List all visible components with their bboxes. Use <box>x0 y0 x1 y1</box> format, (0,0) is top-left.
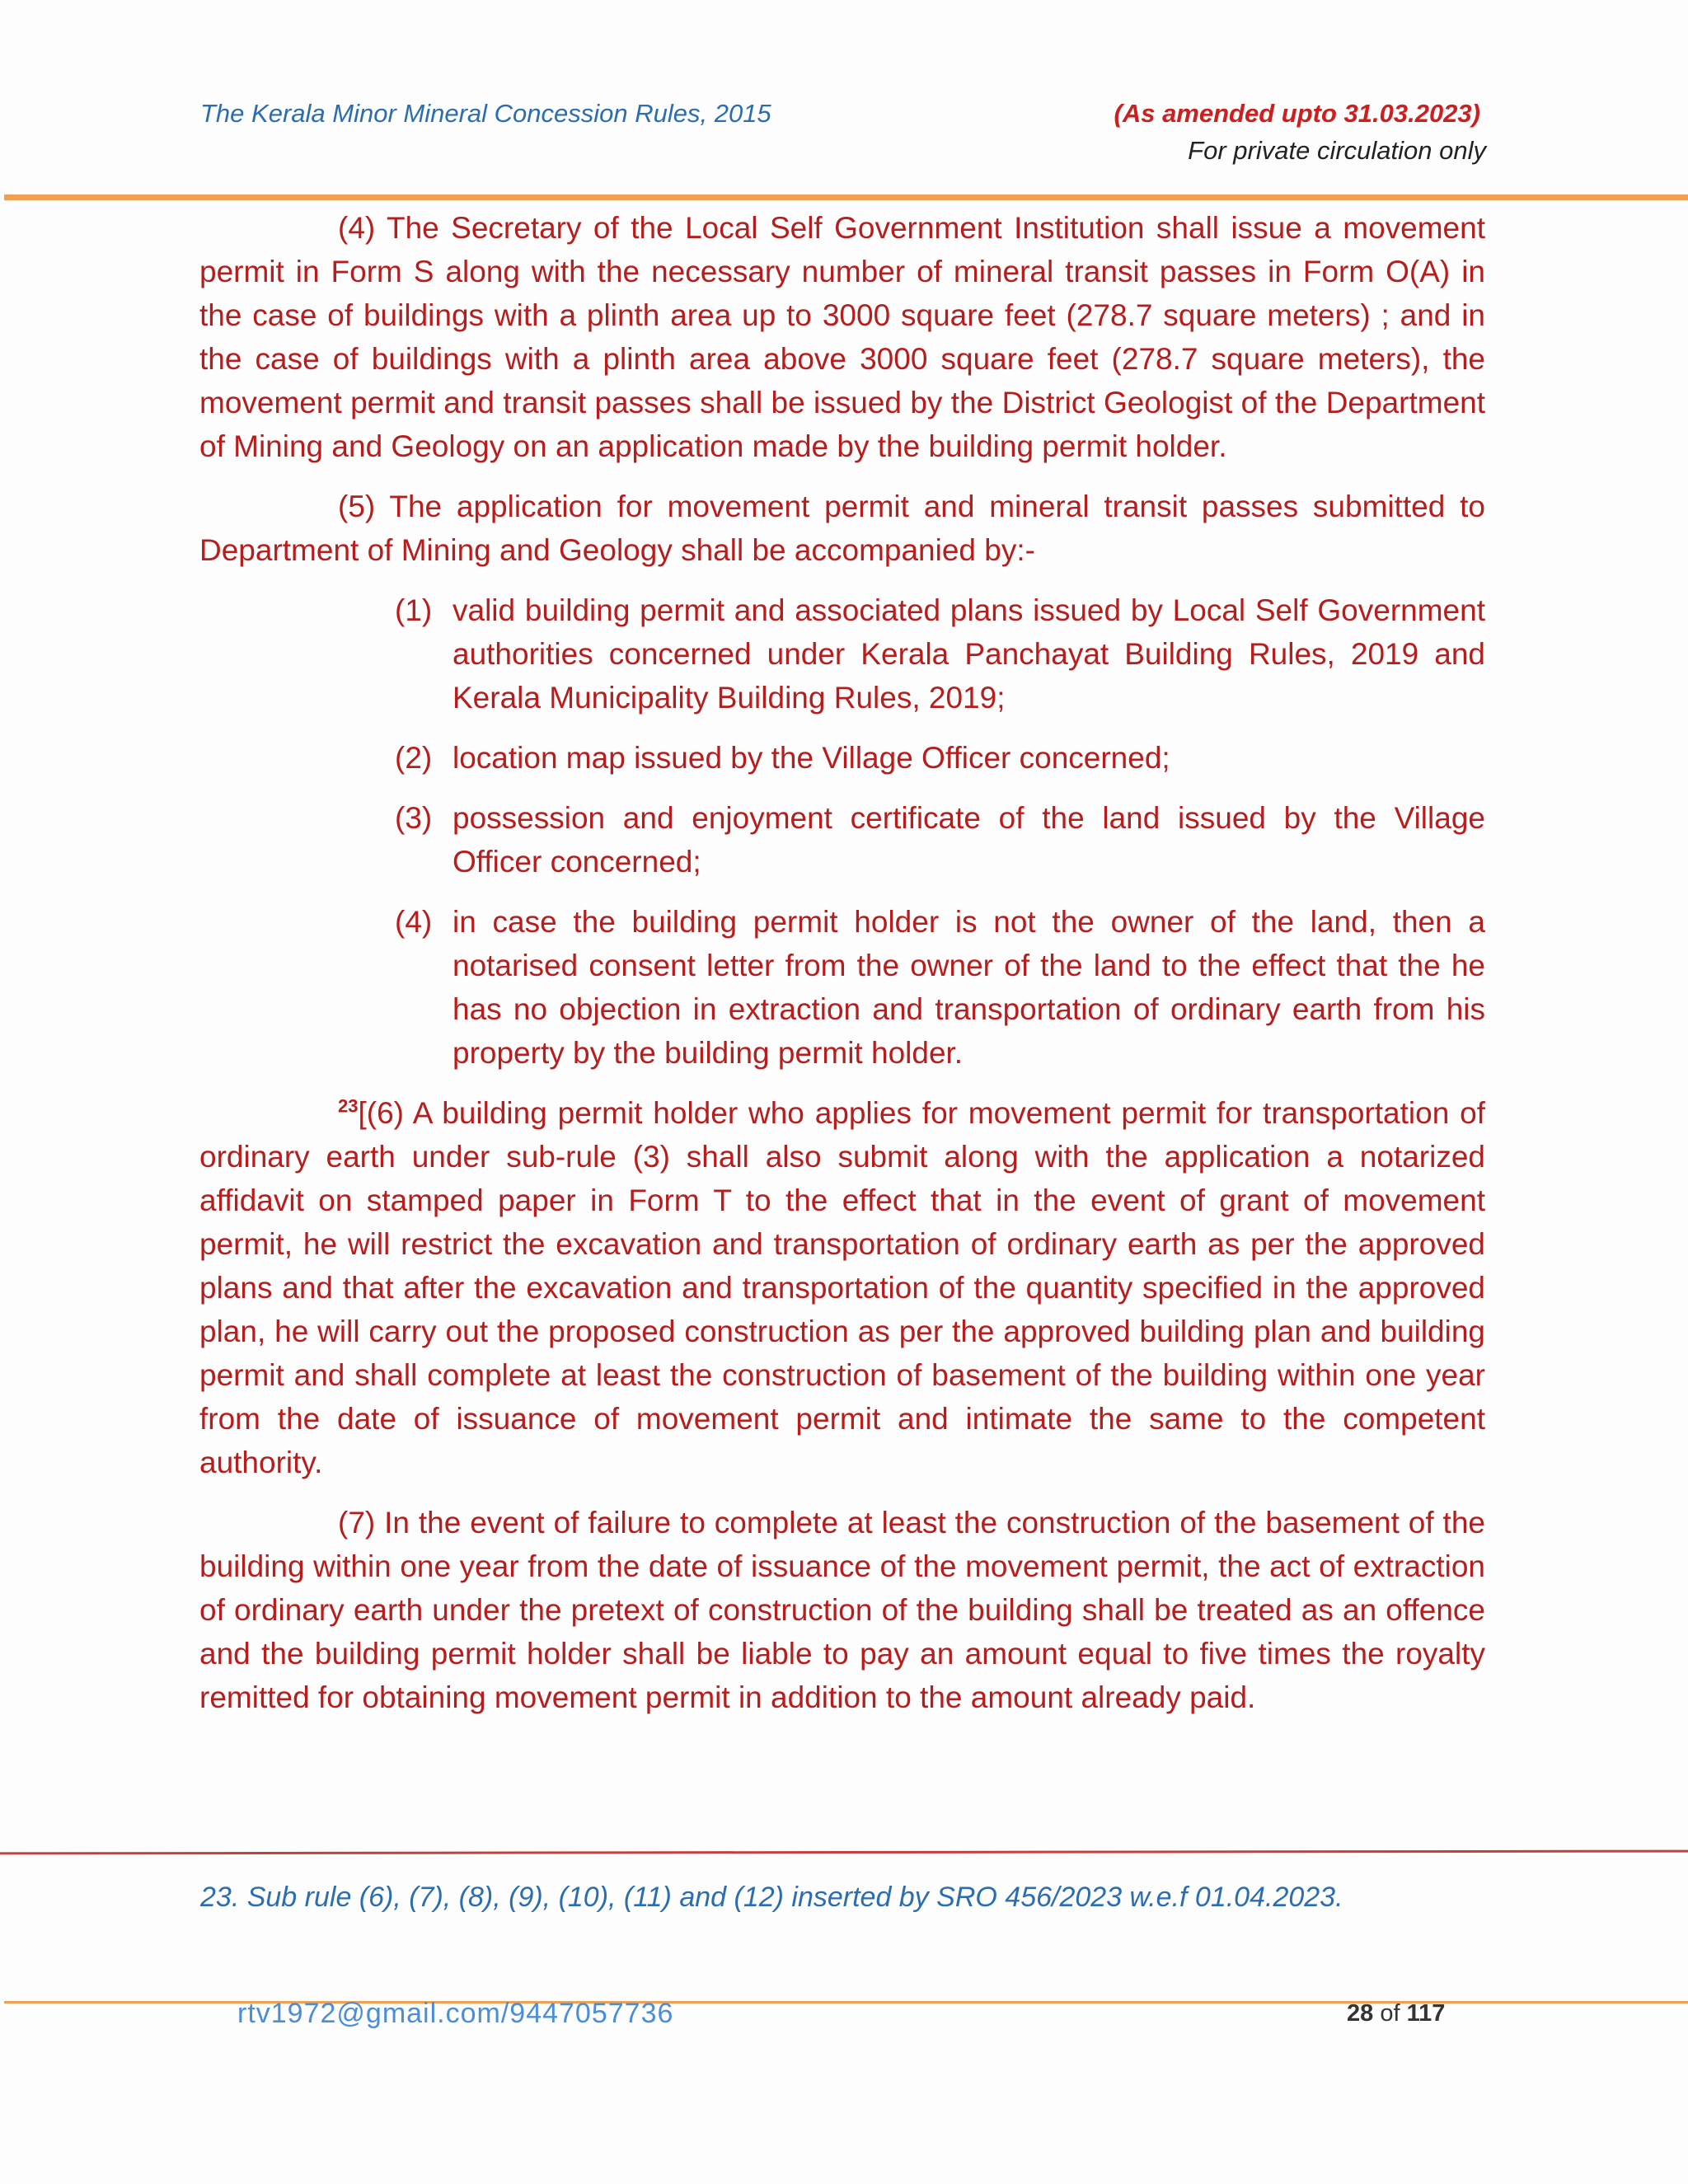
paragraph-6 <box>199 1091 1485 1484</box>
list-item-number: (1) <box>395 593 433 627</box>
footnote-rule <box>0 1850 1688 1855</box>
list-item <box>199 900 1485 1075</box>
paragraph-6-text: [(6) A building permit holder who applies for movement permit for transportation of ordinary earth under sub-rule (3) shall also submit along with the application a notarized affidavit on stamped paper in Form T to the effect that in the event of grant of movement permit, he will restrict the excavation and transportation of ordinary earth as per the approved plans and that after the excavation and transportation of the quantity specified in the approved plan, he will carry out the proposed construction as per the approved building plan and building permit and shall complete at least the construction of basement of the building within one year from the date of issuance of movement permit and intimate the same to the competent authority. <box>199 1096 1485 1479</box>
list-item <box>199 796 1485 883</box>
list-item-text: location map issued by the Village Officer concerned; <box>452 741 1170 775</box>
list-item <box>199 588 1485 719</box>
paragraph-4: (4) The Secretary of the Local Self Government Institution shall issue a movement permit in Form S along with the necessary number of mineral transit passes in Form O(A) in the case of buildings with a plinth area up to 3000 square feet (278.7 square meters) ; and in the case of buildings with a plinth area above 3000 square feet (278.7 square meters), the movement permit and transit passes shall be issued by the District Geologist of the Department of Mining and Geology on an application made by the building permit holder. <box>199 211 1485 463</box>
paragraph-7: (7) In the event of failure to complete at least the construction of the basement of the building within one year from the date of issuance of the movement permit, the act of extraction of ordinary earth under the pretext of construction of the building shall be treated as an offence and the building permit holder shall be liable to pay an amount equal to five times the royalty remitted for obtaining movement permit in addition to the amount already paid. <box>199 1506 1485 1714</box>
list-item-text: possession and enjoyment certificate of the land issued by the Village Officer concerned; <box>452 801 1485 879</box>
list-item-number: (4) <box>395 905 433 939</box>
page-number <box>1347 2000 1445 2027</box>
footnote-marker: 23 <box>338 1095 359 1117</box>
footnote: 23. Sub rule (6), (7), (8), (9), (10), (11) and (12) inserted by SRO 456/2023 w.e.f 01.04.2023. <box>200 1882 1343 1913</box>
list-item-text: valid building permit and associated plans issued by Local Self Government authorities concerned under Kerala Panchayat Building Rules, 2019 and Kerala Municipality Building Rules, 2019; <box>452 593 1485 715</box>
list-item <box>199 736 1485 780</box>
amendment-note: (As amended upto 31.03.2023) <box>1114 99 1480 128</box>
paragraph-5: (5) The application for movement permit and mineral transit passes submitted to Department of Mining and Geology shall be accompanied by:- <box>199 490 1485 567</box>
document-body <box>199 206 1485 1736</box>
header-rule <box>4 194 1688 200</box>
header-title: The Kerala Minor Mineral Concession Rules, 2015 <box>200 99 771 128</box>
page-of: of <box>1380 2000 1400 2027</box>
page-total: 117 <box>1406 2000 1446 2027</box>
page-current: 28 <box>1347 2000 1374 2027</box>
list-item-number: (3) <box>395 801 433 835</box>
contact-info: rtv1972@gmail.com/9447057736 <box>237 1998 674 2029</box>
circulation-note: For private circulation only <box>1188 136 1486 165</box>
list-item-number: (2) <box>395 741 433 775</box>
list-item-text: in case the building permit holder is not the owner of the land, then a notarised consent letter from the owner of the land to the effect that the he has no objection in extraction and transportation of ordinary earth from his property by the building permit holder. <box>452 905 1485 1070</box>
